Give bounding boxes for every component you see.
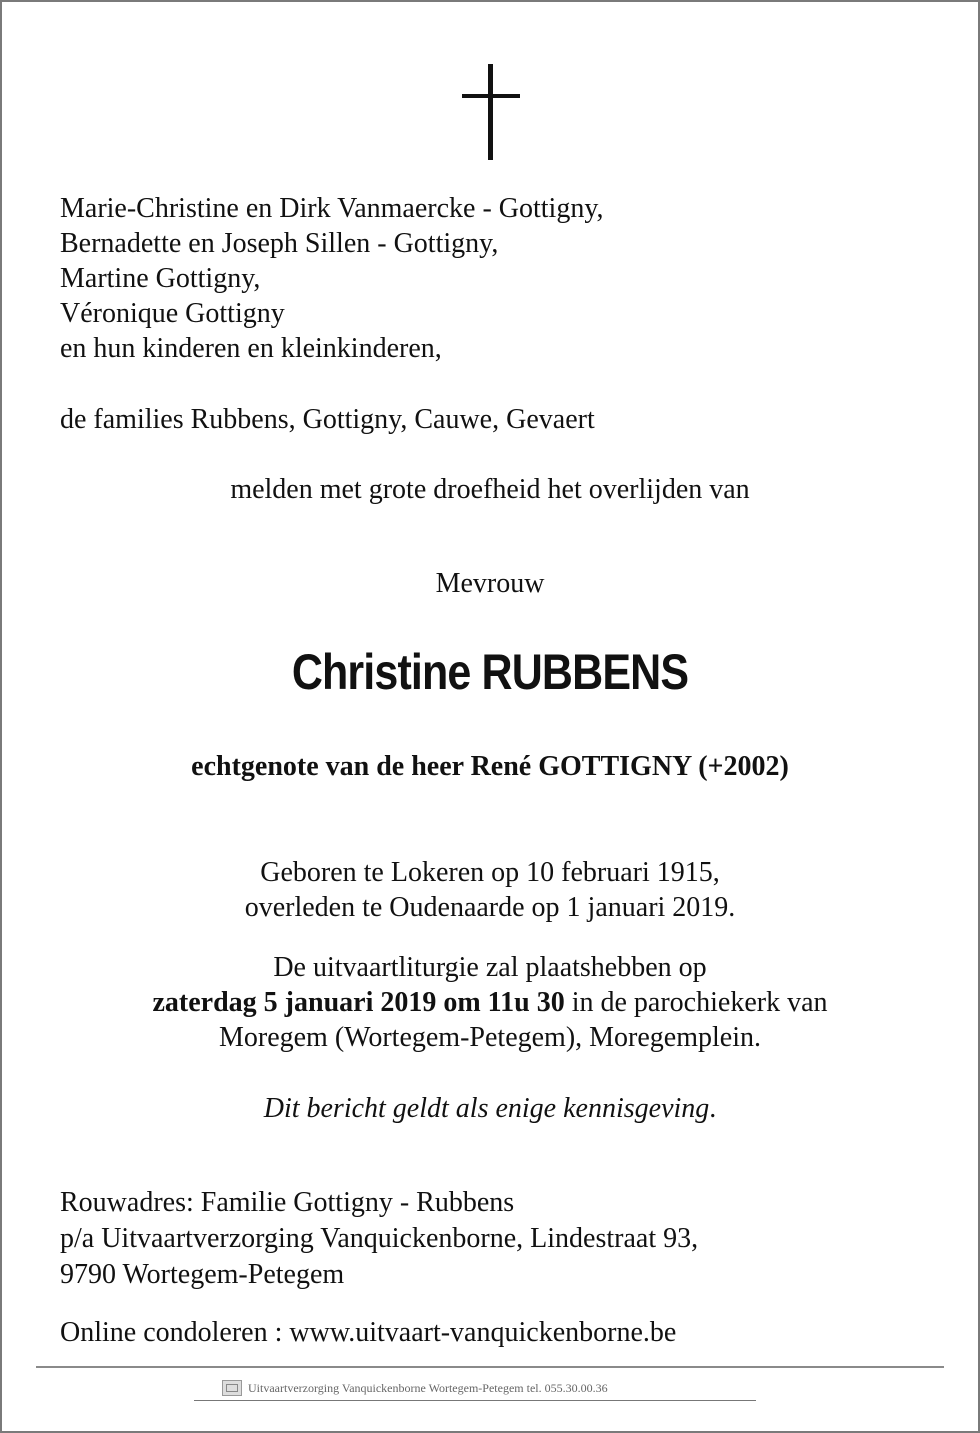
salutation: Mevrouw — [435, 568, 545, 599]
footer — [222, 1378, 608, 1398]
address-line-3: 9790 Wortegem-Petegem — [60, 1259, 345, 1290]
family-line-3: Martine Gottigny, — [60, 263, 261, 294]
deceased-name: Christine RUBBENS — [291, 644, 689, 700]
funeral-home-logo-icon — [222, 1380, 242, 1396]
funeral-date: zaterdag 5 januari 2019 om 11u 30 — [152, 987, 565, 1018]
address-line-2: p/a Uitvaartverzorging Vanquickenborne, Lindestraat 93, — [60, 1223, 699, 1254]
funeral-line-2 — [0, 986, 980, 1020]
cross-icon — [462, 64, 520, 160]
family-line-1: Marie-Christine en Dirk Vanmaercke - Gottigny, — [60, 193, 604, 224]
notice-line — [0, 1092, 980, 1126]
death-line: overleden te Oudenaarde op 1 januari 2019. — [244, 892, 736, 923]
announcement-text: melden met grote droefheid het overlijden van — [230, 474, 750, 505]
family-line-5: en hun kinderen en kleinkinderen, — [60, 333, 442, 364]
address-line-1: Rouwadres: Familie Gottigny - Rubbens — [60, 1187, 515, 1218]
funeral-line-3: Moregem (Wortegem-Petegem), Moregemplein. — [218, 1022, 761, 1053]
birth-line: Geboren te Lokeren op 10 februari 1915, — [260, 857, 720, 888]
divider — [36, 1366, 944, 1368]
notice-text: Dit bericht geldt als enige kennisgeving — [263, 1093, 710, 1124]
notice-period: . — [709, 1093, 717, 1124]
families-line: de families Rubbens, Gottigny, Cauwe, Gevaert — [60, 404, 595, 435]
funeral-location: in de parochiekerk van — [564, 987, 828, 1018]
funeral-line-1: De uitvaartliturgie zal plaatshebben op — [273, 952, 707, 983]
online-condolences: Online condoleren : www.uitvaart-vanquickenborne.be — [60, 1317, 677, 1348]
footer-text: Uitvaartverzorging Vanquickenborne Wortegem-Petegem tel. 055.30.00.36 — [248, 1380, 608, 1395]
family-line-4: Véronique Gottigny — [60, 298, 285, 329]
family-line-2: Bernadette en Joseph Sillen - Gottigny, — [60, 228, 499, 259]
spouse-line: echtgenote van de heer René GOTTIGNY (+2002) — [191, 751, 789, 782]
footer-divider — [194, 1400, 756, 1401]
